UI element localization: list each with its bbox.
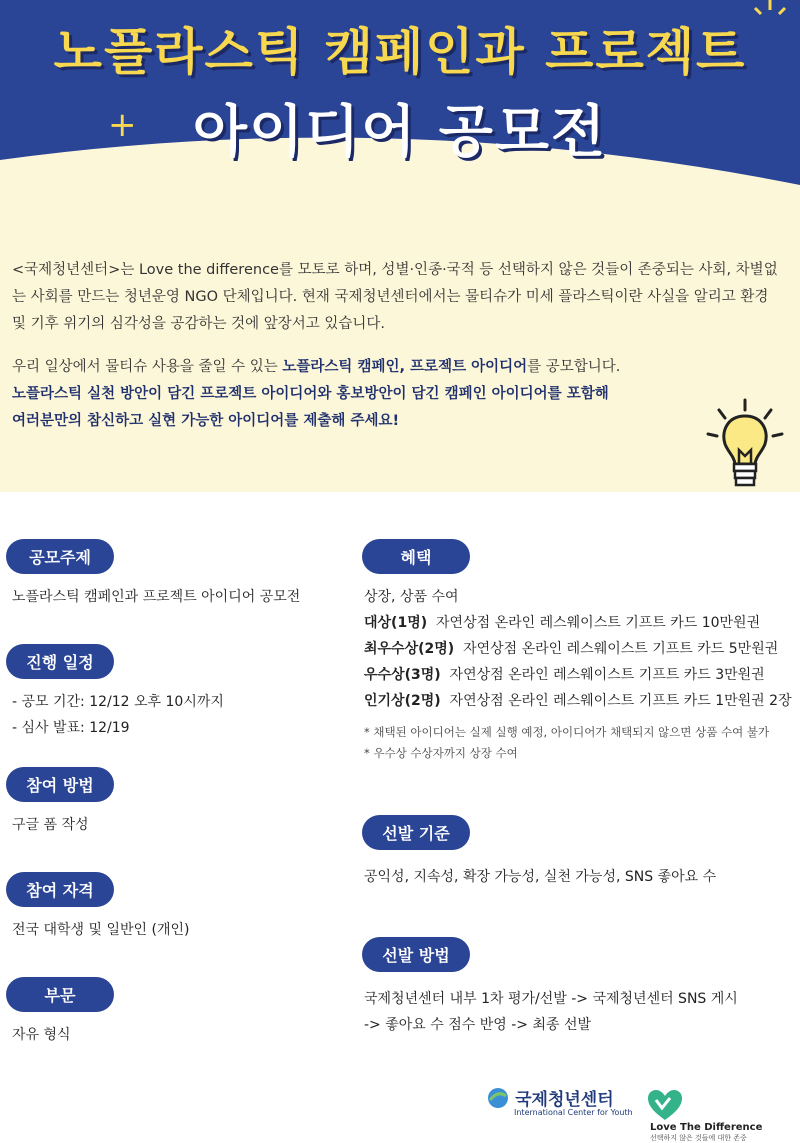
benefits-label: 혜택 xyxy=(362,539,470,574)
category-section xyxy=(6,977,114,1048)
method-text: 구글 폼 작성 xyxy=(12,817,89,833)
heart-hands-icon xyxy=(646,1088,684,1122)
prize-row: 최우수상(2명) 자연상점 온라인 레스웨이스트 기프트 카드 5만원권 xyxy=(364,641,779,657)
intro-p3: 노플라스틱 실천 방안이 담긴 프로젝트 아이디어와 홍보방안이 담긴 캠페인 아이디어를 포함해 xyxy=(12,386,609,402)
selection-label: 선발 방법 xyxy=(362,937,470,972)
intro-p4: 여러분만의 참신하고 실현 가능한 아이디어를 제출해 주세요! xyxy=(12,413,400,429)
sparkle-icon xyxy=(745,0,795,22)
schedule-section xyxy=(6,644,224,741)
selection-section xyxy=(362,937,738,1038)
intro-text xyxy=(12,257,782,435)
poster-title-line2: 아이디어 공모전 xyxy=(192,100,608,165)
theme-section xyxy=(6,539,300,610)
selection-line-1: 국제청년센터 내부 1차 평가/선발 -> 국제청년센터 SNS 게시 xyxy=(364,991,738,1007)
criteria-section xyxy=(362,815,716,890)
prize-row: 우수상(3명) 자연상점 온라인 레스웨이스트 기프트 카드 3만원권 xyxy=(364,667,765,683)
lightbulb-icon xyxy=(705,398,785,492)
header-section xyxy=(0,0,800,492)
benefits-intro: 상장, 상품 수여 xyxy=(364,589,459,605)
sparkle-icon: + xyxy=(108,105,137,145)
benefits-note-1: * 채택된 아이디어는 실제 실행 예정, 아이디어가 채택되지 않으면 상품 수여 불가 xyxy=(364,725,770,739)
category-label: 부문 xyxy=(6,977,114,1012)
schedule-line-2: - 심사 발표: 12/19 xyxy=(12,720,130,736)
poster-title-line1: 노플라스틱 캠페인과 프로젝트 xyxy=(53,23,747,81)
org-name: 국제청년센터 xyxy=(515,1090,614,1110)
theme-label: 공모주제 xyxy=(6,539,114,574)
intro-p2-c: 를 공모합니다. xyxy=(527,359,621,375)
intro-paragraph-1: <국제청년센터>는 Love the difference를 모토로 하며, 성별·인종·국적 등 선택하지 않은 것들이 존중되는 사회, 차별없는 사회를 만드는 청년운영 NGO 단체입니다. 현재 국제청년센터에서는 물티슈가 미세 플라스틱이란 사실을 알리고 환경 및 기후 위기의 심각성을 공감하는 것에 앞장서고 있습니다. xyxy=(12,262,778,332)
method-section xyxy=(6,767,114,838)
criteria-label: 선발 기준 xyxy=(362,815,470,850)
eligibility-text: 전국 대학생 및 일반인 (개인) xyxy=(12,922,190,938)
schedule-label: 진행 일정 xyxy=(6,644,114,679)
org-logo xyxy=(486,1085,633,1117)
criteria-text: 공익성, 지속성, 확장 가능성, 실천 가능성, SNS 좋아요 수 xyxy=(364,869,717,885)
selection-line-2: -> 좋아요 수 점수 반영 -> 최종 선발 xyxy=(364,1017,592,1033)
category-text: 자유 형식 xyxy=(12,1027,71,1043)
globe-icon xyxy=(486,1086,510,1110)
intro-p2-highlight: 노플라스틱 캠페인, 프로젝트 아이디어 xyxy=(282,359,528,375)
benefits-section xyxy=(362,539,792,764)
schedule-line-1: - 공모 기간: 12/12 오후 10시까지 xyxy=(12,694,224,710)
org-sub: International Center for Youth xyxy=(514,1108,633,1117)
intro-p2-a: 우리 일상에서 물티슈 사용을 줄일 수 있는 xyxy=(12,359,283,375)
theme-text: 노플라스틱 캠페인과 프로젝트 아이디어 공모전 xyxy=(12,589,301,605)
prize-row: 인기상(2명) 자연상점 온라인 레스웨이스트 기프트 카드 1만원권 2장 xyxy=(364,693,792,709)
method-label: 참여 방법 xyxy=(6,767,114,802)
prize-row: 대상(1명) 자연상점 온라인 레스웨이스트 기프트 카드 10만원권 xyxy=(364,615,761,631)
eligibility-label: 참여 자격 xyxy=(6,872,114,907)
ltd-name: Love The Difference xyxy=(650,1122,763,1133)
ltd-sub: 선택하지 않은 것들에 대한 존중 xyxy=(650,1134,747,1142)
eligibility-section xyxy=(6,872,190,943)
benefits-note-2: * 우수상 수상자까지 상장 수여 xyxy=(364,746,518,760)
